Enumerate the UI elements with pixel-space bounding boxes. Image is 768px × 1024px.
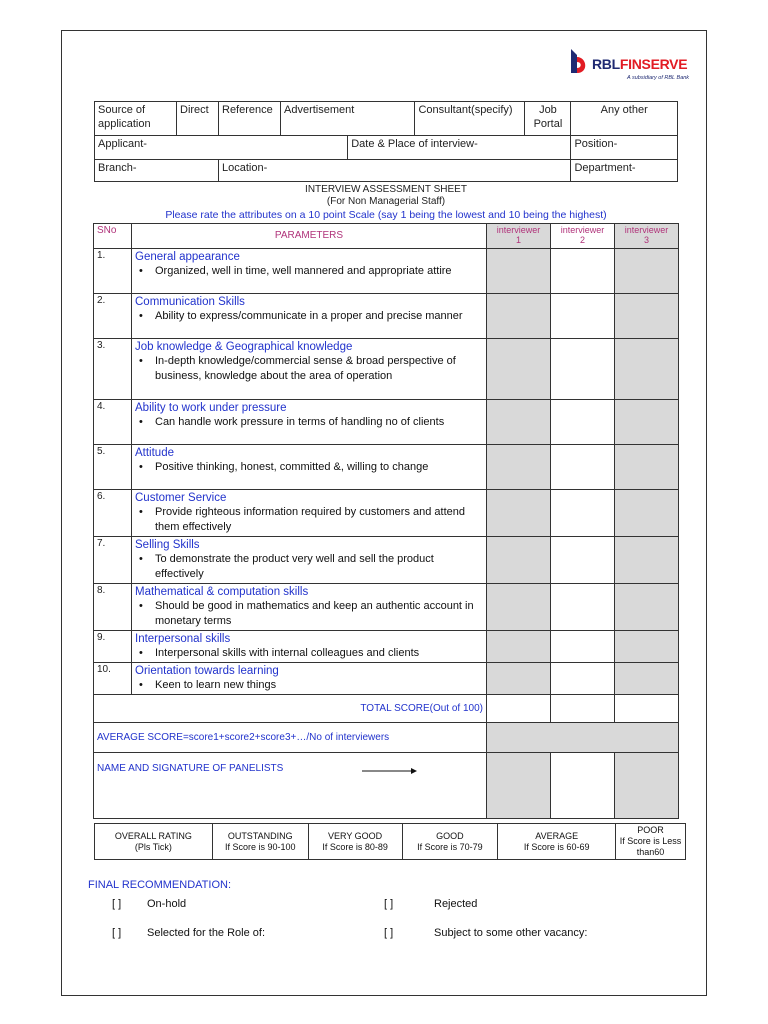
score-interviewer-1[interactable] — [487, 663, 551, 695]
col-interviewer-3-header: interviewer 3 — [615, 224, 679, 249]
parameter-description: • To demonstrate the product very well and sell the product effectively — [135, 552, 483, 582]
parameter-name: Selling Skills — [135, 539, 200, 551]
rating-title: OVERALL RATING — [114, 830, 192, 841]
rating-option[interactable] — [308, 824, 402, 860]
row-sno: 8. — [94, 584, 132, 631]
subject-label: Subject to some other vacancy: — [434, 927, 588, 939]
table-row — [94, 294, 679, 339]
score-interviewer-3[interactable] — [615, 631, 679, 663]
parameter-description: • Positive thinking, honest, committed &, willing to change — [135, 460, 483, 475]
parameter-description: • Ability to express/communicate in a proper and precise manner — [135, 309, 483, 324]
panelist-signature-2[interactable] — [551, 753, 615, 819]
selected-label: Selected for the Role of: — [147, 927, 266, 939]
score-interviewer-2[interactable] — [551, 490, 615, 537]
source-job-portal[interactable]: Job Portal — [525, 102, 571, 136]
sheet-subtitle: (For Non Managerial Staff) — [326, 196, 446, 207]
score-interviewer-3[interactable] — [615, 663, 679, 695]
rating-criteria: (Pls Tick) — [134, 841, 172, 852]
table-row — [94, 584, 679, 631]
parameter-name: Customer Service — [135, 492, 227, 504]
row-parameter — [132, 537, 487, 584]
rejected-label: Rejected — [434, 898, 478, 910]
parameter-name: Communication Skills — [135, 296, 245, 308]
location-field[interactable]: Location- — [219, 160, 571, 182]
score-interviewer-3[interactable] — [615, 400, 679, 445]
logo-subtitle: A subsidiary of RBL Bank — [627, 75, 690, 81]
applicant-info-table — [94, 101, 678, 182]
row-sno: 3. — [94, 339, 132, 400]
rating-title: AVERAGE — [535, 830, 579, 841]
rating-criteria: If Score is 90-100 — [224, 841, 296, 852]
rbl-finserve-logo — [567, 47, 689, 87]
source-direct[interactable]: Direct — [177, 102, 219, 136]
score-interviewer-2[interactable] — [551, 294, 615, 339]
rating-criteria: If Score is 80-89 — [322, 841, 388, 852]
score-interviewer-1[interactable] — [487, 490, 551, 537]
panelist-signature-1[interactable] — [487, 753, 551, 819]
parameter-description: • Provide righteous information required by customers and attend them effectively — [135, 505, 483, 535]
row-parameter — [132, 584, 487, 631]
total-score-2[interactable] — [551, 695, 615, 723]
rejected-checkbox[interactable]: [ ] — [384, 898, 394, 910]
row-parameter — [132, 400, 487, 445]
row-sno: 10. — [94, 663, 132, 695]
score-interviewer-2[interactable] — [551, 537, 615, 584]
row-sno: 9. — [94, 631, 132, 663]
source-any-other[interactable]: Any other — [571, 102, 678, 136]
rating-option[interactable] — [402, 824, 498, 860]
parameter-name: Mathematical & computation skills — [135, 586, 309, 598]
row-parameter — [132, 339, 487, 400]
parameter-name: Orientation towards learning — [135, 665, 279, 677]
score-interviewer-2[interactable] — [551, 663, 615, 695]
rating-criteria: If Score is 70-79 — [417, 841, 483, 852]
assessment-table — [93, 223, 679, 819]
average-score-cell[interactable] — [487, 723, 679, 753]
score-interviewer-3[interactable] — [615, 339, 679, 400]
rating-instruction: Please rate the attributes on a 10 point Scale (say 1 being the lowest and 10 being the highest) — [165, 209, 607, 221]
score-interviewer-1[interactable] — [487, 294, 551, 339]
row-sno: 7. — [94, 537, 132, 584]
row-parameter — [132, 663, 487, 695]
sheet-title: INTERVIEW ASSESSMENT SHEET — [305, 184, 467, 195]
row-sno: 1. — [94, 249, 132, 294]
parameter-description: • In-depth knowledge/commercial sense & broad perspective of business, knowledge about the area of operation — [135, 354, 483, 384]
rating-criteria: If Score is Less than60 — [619, 836, 682, 857]
average-score-label: AVERAGE SCORE=score1+score2+score3+…/No of interviewers — [94, 723, 487, 753]
rating-option — [95, 824, 213, 860]
score-interviewer-2[interactable] — [551, 400, 615, 445]
parameter-description: • Keen to learn new things — [135, 678, 483, 693]
rating-criteria: If Score is 60-69 — [523, 841, 590, 852]
source-reference[interactable]: Reference — [219, 102, 281, 136]
table-row — [94, 537, 679, 584]
parameter-description: • Should be good in mathematics and keep an authentic account in monetary terms — [135, 599, 483, 629]
row-sno: 4. — [94, 400, 132, 445]
date-place-field[interactable]: Date & Place of interview- — [348, 136, 571, 160]
score-interviewer-3[interactable] — [615, 537, 679, 584]
table-row — [94, 663, 679, 695]
score-interviewer-2[interactable] — [551, 339, 615, 400]
parameter-name: General appearance — [135, 251, 240, 263]
row-parameter — [132, 445, 487, 490]
rating-option[interactable] — [616, 824, 686, 860]
parameter-description: • Organized, well in time, well mannered and appropriate attire — [135, 264, 483, 279]
score-interviewer-1[interactable] — [487, 584, 551, 631]
row-parameter — [132, 631, 487, 663]
table-row — [94, 445, 679, 490]
parameter-name: Job knowledge & Geographical knowledge — [135, 341, 353, 353]
table-row — [94, 249, 679, 294]
score-interviewer-2[interactable] — [551, 249, 615, 294]
score-interviewer-3[interactable] — [615, 294, 679, 339]
row-parameter — [132, 490, 487, 537]
score-interviewer-3[interactable] — [615, 249, 679, 294]
row-parameter — [132, 294, 487, 339]
table-row — [94, 631, 679, 663]
score-interviewer-2[interactable] — [551, 584, 615, 631]
subject-checkbox[interactable]: [ ] — [384, 927, 394, 939]
row-parameter — [132, 249, 487, 294]
applicant-field[interactable]: Applicant- — [95, 136, 348, 160]
row-sno: 6. — [94, 490, 132, 537]
score-interviewer-2[interactable] — [551, 445, 615, 490]
col-params-header: PARAMETERS — [132, 224, 487, 249]
score-interviewer-2[interactable] — [551, 631, 615, 663]
source-consultant[interactable]: Consultant(specify) — [415, 102, 525, 136]
rating-option[interactable] — [498, 824, 616, 860]
parameter-name: Ability to work under pressure — [135, 402, 287, 414]
col-interviewer-1-header: interviewer 1 — [487, 224, 551, 249]
total-score-3[interactable] — [615, 695, 679, 723]
rbl-logo-icon — [567, 47, 589, 77]
rating-option[interactable] — [212, 824, 308, 860]
score-interviewer-1[interactable] — [487, 400, 551, 445]
parameter-description: • Interpersonal skills with internal colleagues and clients — [135, 646, 483, 661]
score-interviewer-3[interactable] — [615, 584, 679, 631]
logo-wordmark: RBLFINSERVE — [592, 56, 688, 72]
score-interviewer-1[interactable] — [487, 537, 551, 584]
final-recommendation-title: FINAL RECOMMENDATION: — [88, 879, 232, 891]
score-interviewer-3[interactable] — [615, 445, 679, 490]
col-interviewer-2-header: interviewer 2 — [551, 224, 615, 249]
parameter-name: Interpersonal skills — [135, 633, 231, 645]
table-row — [94, 339, 679, 400]
score-interviewer-1[interactable] — [487, 445, 551, 490]
position-field[interactable]: Position- — [571, 136, 678, 160]
row-sno: 5. — [94, 445, 132, 490]
source-label: Source of application — [95, 102, 177, 136]
table-row — [94, 400, 679, 445]
parameter-name: Attitude — [135, 447, 174, 459]
rating-title: OUTSTANDING — [227, 830, 293, 841]
on-hold-label: On-hold — [147, 898, 187, 910]
score-interviewer-1[interactable] — [487, 631, 551, 663]
overall-rating-table — [94, 823, 686, 860]
total-score-1[interactable] — [487, 695, 551, 723]
rating-title: VERY GOOD — [328, 830, 383, 841]
arrow-right-icon — [362, 767, 418, 775]
total-score-label: TOTAL SCORE(Out of 100) — [94, 695, 487, 723]
table-row — [94, 490, 679, 537]
score-interviewer-1[interactable] — [487, 249, 551, 294]
score-interviewer-1[interactable] — [487, 339, 551, 400]
rating-title: POOR — [637, 825, 664, 835]
source-advertisement[interactable]: Advertisement — [281, 102, 415, 136]
col-sno-header: SNo — [94, 224, 132, 249]
selected-checkbox[interactable]: [ ] — [112, 927, 122, 939]
rating-title: GOOD — [436, 830, 464, 841]
department-field[interactable]: Department- — [571, 160, 678, 182]
row-sno: 2. — [94, 294, 132, 339]
branch-field[interactable]: Branch- — [95, 160, 219, 182]
score-interviewer-3[interactable] — [615, 490, 679, 537]
panelists-label: NAME AND SIGNATURE OF PANELISTS — [94, 753, 487, 819]
panelist-signature-3[interactable] — [615, 753, 679, 819]
on-hold-checkbox[interactable]: [ ] — [112, 898, 122, 910]
parameter-description: • Can handle work pressure in terms of handling no of clients — [135, 415, 483, 430]
